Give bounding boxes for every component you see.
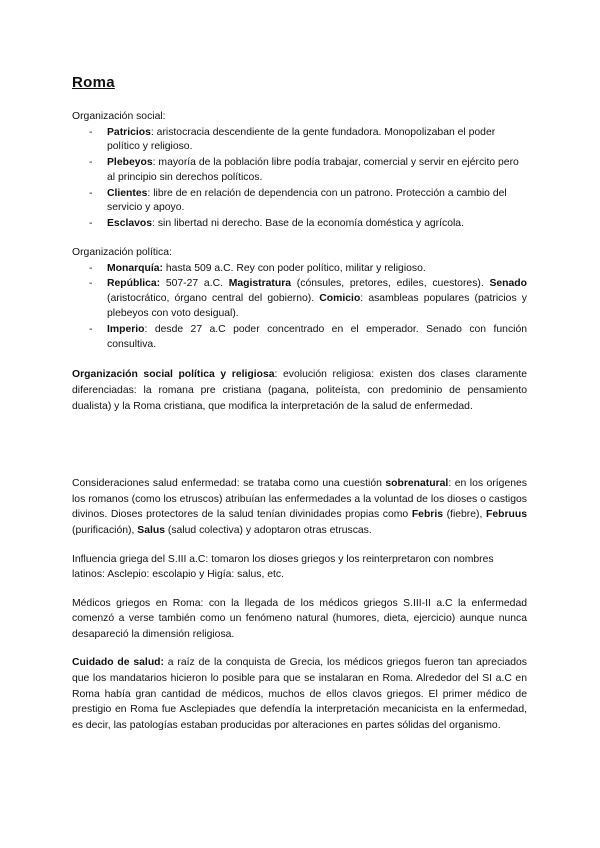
term-magistratura: Magistratura [228,278,292,290]
social-organization-list [72,126,527,233]
dash-bullet: - [89,187,93,199]
spacer [72,353,527,367]
item-text: 507-27 a.C. [160,278,229,290]
item-text: : aristocracia descendiente de la gente fundadora. Monopolizaban el poder político y religioso. [107,126,496,153]
paragraph-cuidado-salud [72,655,527,733]
social-organization-label: Organización social: [72,111,166,122]
term-plebeyos: Plebeyos [107,157,153,169]
list-item [72,217,527,232]
paragraph-influencia-griega: Influencia griega del S.III a.C: tomaron los dioses griegos y los reinterpretaron con nombres latinos: Asclepio: escolapio y Higía: salus, etc. [72,553,494,581]
item-text: hasta 509 a.C. Rey con poder político, militar y religioso. [163,262,426,274]
dash-bullet: - [89,218,93,230]
term-senado: Senado [489,278,527,290]
term-salus: Salus [137,524,165,536]
paragraph-social-political-religious [72,367,527,414]
paragraph-text: : evolución religiosa: existen dos clases claramente diferenciadas: la romana pre cristiana (pagana, politeísta, con predominio de pensamiento dualista) y la Roma cristiana, que modifica la interpretación de la salud de enfermedad. [72,369,527,412]
spacer [72,539,527,552]
list-item [72,262,527,277]
spacer [72,583,527,596]
term-imperio: Imperio [107,323,145,335]
paragraph-text: (purificación), [72,524,138,536]
term-sobrenatural: sobrenatural [385,478,449,490]
dash-bullet: - [89,262,93,274]
term-februus: Februus [486,509,527,521]
term-monarquia: Monarquía: [107,262,163,274]
paragraph-text: Consideraciones salud enfermedad: se trataba como una cuestión [72,478,386,490]
term-cuidado-de-salud: Cuidado de salud: [72,657,164,669]
paragraph-text: (salud colectiva) y adoptaron otras etruscas. [165,524,372,536]
item-text: : desde 27 a.C poder concentrado en el emperador. Senado con función consultiva. [107,323,527,350]
dash-bullet: - [89,157,93,169]
item-text: : asambleas populares (patricios y plebeyos con voto desigual). [107,293,527,319]
paragraph-consideraciones [72,476,527,538]
page-title: Roma [72,74,115,91]
term-republica: República: [107,278,161,290]
term-org-social-politica-religiosa: Organización social política y religiosa [72,369,275,381]
paragraph-text: a raíz de la conquista de Grecia, los médicos griegos fueron tan apreciados que los mandatarios hicieron lo posible para que se instalaran en Roma. Alrededor del SI a.C en Roma había gran cantidad de médicos, muchos de ellos clavos griegos. El primer médico de prestigio en Roma fue Asclepiades que defendía la interpretación mecanicista en la enfermedad, es decir, las patologías estaban producidas por alteraciones en partes sólidas del organismo. [72,657,527,731]
term-comicio: Comicio [319,293,361,305]
paragraph-text: : en los orígenes los romanos (como los etruscos) atribuían las enfermedades a la voluntad de los dioses o castigos divinos. Dioses protectores de la salud tenían divinidades propias como [72,478,527,521]
political-organization-label: Organización política: [72,247,172,259]
list-item [72,323,527,353]
item-text: : sin libertad ni derecho. Base de la economía doméstica y agrícola. [152,218,464,230]
term-clientes: Clientes [107,187,148,199]
spacer [72,233,527,246]
item-text: (aristocrático, órgano central del gobierno). [107,293,320,305]
term-febris: Febris [411,509,443,521]
spacer [72,642,527,655]
list-item [72,277,527,321]
item-text: : libre de en relación de dependencia con un patrono. Protección a cambio del servicio y apoyo. [107,187,507,214]
dash-bullet: - [89,323,93,335]
term-esclavos: Esclavos [107,218,153,230]
political-organization-list [72,262,527,353]
item-text: (cónsules, pretores, ediles, cuestores). [291,278,490,290]
list-item [72,156,527,186]
dash-bullet: - [89,126,93,138]
item-text: : mayoría de la población libre podía trabajar, comercial y servir en ejército pero al principio sin derechos políticos. [107,157,519,183]
document-page [72,74,527,733]
dash-bullet: - [89,278,93,290]
list-item [72,126,527,156]
spacer [72,414,527,476]
paragraph-medicos-griegos: Médicos griegos en Roma: con la llegada de los médicos griegos S.III-II a.C la enfermedad comenzó a verse también como un fenómeno natural (humores, dieta, ejercicio) aunque nunca desapareció la dimensión religiosa. [72,597,527,640]
term-patricios: Patricios [107,126,151,138]
list-item [72,187,527,217]
paragraph-text: (fiebre), [443,509,486,521]
